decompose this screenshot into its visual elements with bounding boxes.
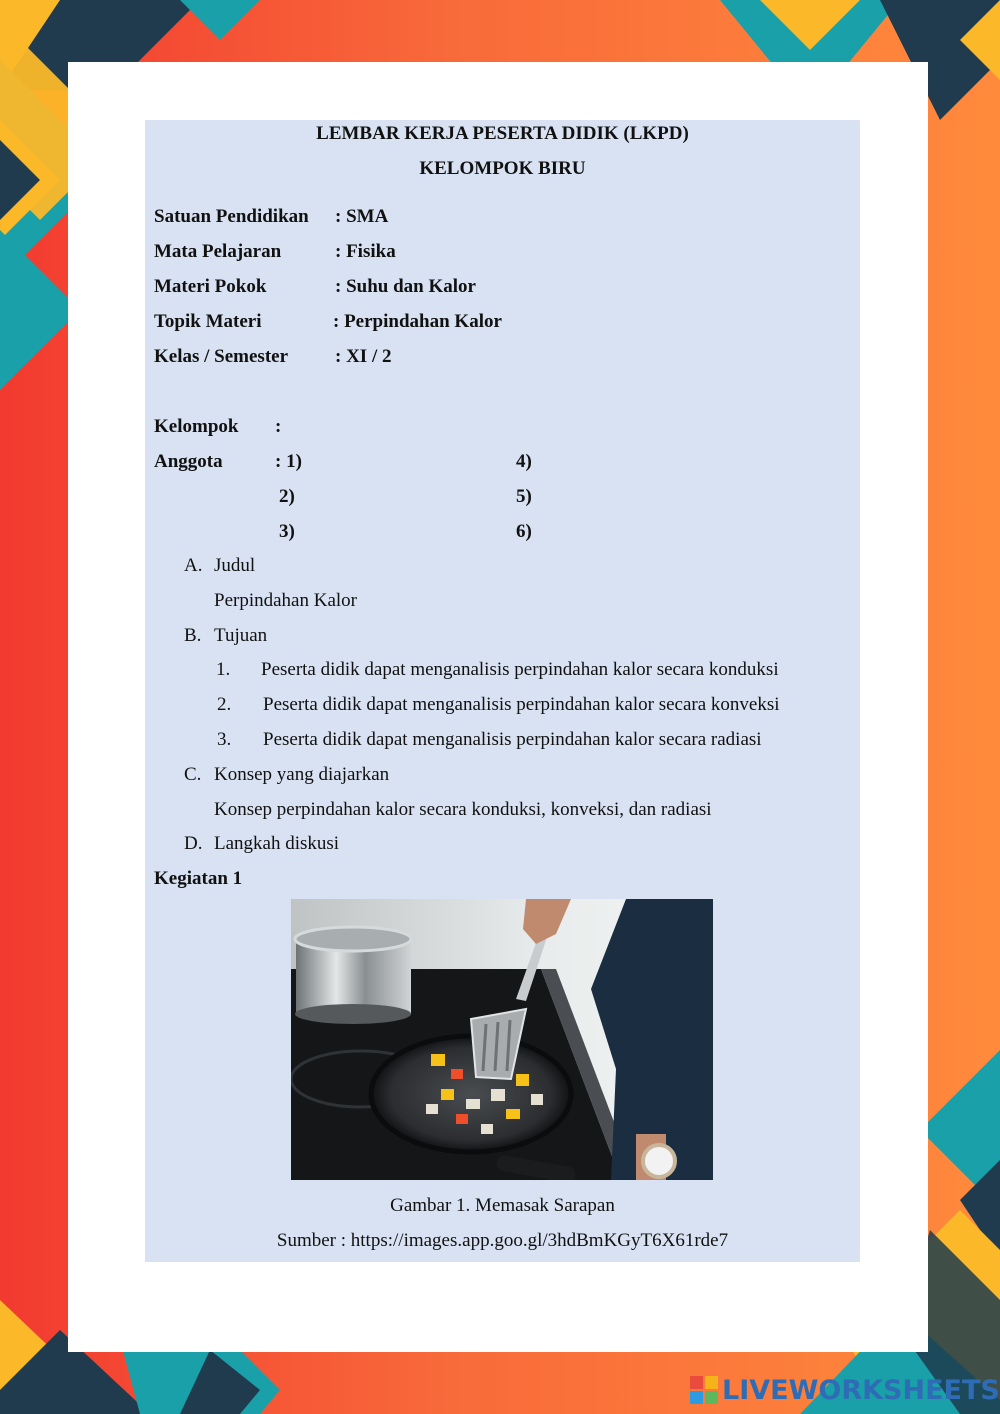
identity-label: Topik Materi [154,311,262,332]
identity-label: Mata Pelajaran [154,241,282,262]
kelompok-label: Kelompok [154,416,239,437]
goal-text: Peserta didik dapat menganalisis perpindahan kalor secara konduksi [261,659,779,680]
section-c-title: Konsep yang diajarkan [214,764,390,785]
section-a-body: Perpindahan Kalor [214,590,357,611]
goal-number: 1. [216,659,231,680]
liveworksheets-logo[interactable] [690,1374,1000,1406]
section-d-title: Langkah diskusi [214,833,340,854]
goal-text: Peserta didik dapat menganalisis perpindahan kalor secara radiasi [263,729,762,750]
goal-text: Peserta didik dapat menganalisis perpindahan kalor secara konveksi [263,694,780,715]
section-d-marker: D. [184,833,203,854]
member-number: 3) [279,521,295,542]
liveworksheets-wordmark: LIVEWORKSHEETS [722,1374,1000,1406]
cooking-photo [291,899,713,1180]
identity-value: : Perpindahan Kalor [333,311,502,332]
kelompok-colon: : [275,416,282,437]
member-number: 4) [516,451,532,472]
member-number: : 1) [275,451,302,472]
section-c-body: Konsep perpindahan kalor secara konduksi, konveksi, dan radiasi [214,799,712,820]
section-b-title: Tujuan [214,625,268,646]
figure-caption: Gambar 1. Memasak Sarapan [390,1195,615,1216]
worksheet-title: LEMBAR KERJA PESERTA DIDIK (LKPD) [316,123,689,144]
identity-value: : XI / 2 [335,346,392,367]
section-a-title: Judul [214,555,256,576]
goal-number: 2. [217,694,232,715]
identity-label: Kelas / Semester [154,346,289,367]
liveworksheets-icon [690,1376,718,1404]
identity-value: : SMA [335,206,389,227]
group-title: KELOMPOK BIRU [419,158,586,179]
identity-label: Materi Pokok [154,276,267,297]
identity-label: Satuan Pendidikan [154,206,309,227]
member-number: 5) [516,486,532,507]
identity-value: : Fisika [335,241,396,262]
goal-number: 3. [217,729,232,750]
figure-source[interactable]: Sumber : https://images.app.goo.gl/3hdBmKGyT6X61rde7 [276,1230,729,1251]
anggota-label: Anggota [154,451,223,472]
activity-title: Kegiatan 1 [154,868,243,889]
section-b-marker: B. [184,625,202,646]
identity-value: : Suhu dan Kalor [335,276,476,297]
section-a-marker: A. [184,555,203,576]
section-c-marker: C. [184,764,202,785]
member-number: 6) [516,521,532,542]
member-number: 2) [279,486,295,507]
